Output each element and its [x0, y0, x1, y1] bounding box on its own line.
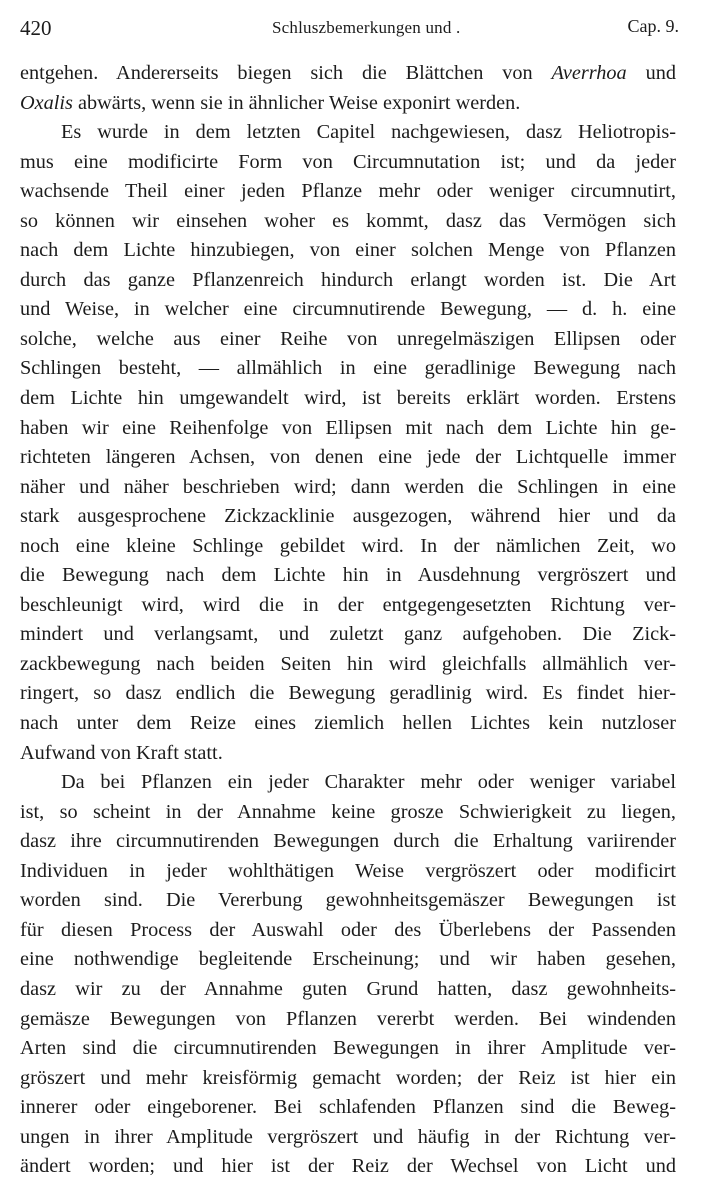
text-segment: dasz ihre circumnutirenden Bewegungen durch die Erhaltung variirender	[20, 830, 676, 853]
text-segment: noch eine kleine Schlinge gebildet wird. In der nämlichen Zeit, wo	[20, 534, 676, 557]
text-line	[20, 739, 676, 769]
text-line	[20, 443, 676, 473]
text-segment: für diesen Process der Auswahl oder des Überlebens der Passenden	[20, 918, 676, 941]
text-segment: nach dem Lichte hinzubiegen, von einer solchen Menge von Pflanzen	[20, 239, 676, 262]
text-line	[20, 1034, 676, 1064]
text-segment: durch das ganze Pflanzenreich hindurch erlangt worden ist. Die Art	[20, 268, 676, 291]
text-line	[20, 59, 676, 89]
text-segment: so können wir einsehen woher es kommt, dasz das Vermögen sich	[20, 209, 676, 232]
text-line	[20, 591, 676, 621]
text-segment: richteten längeren Achsen, von denen eine jede der Lichtquelle immer	[20, 446, 676, 469]
text-line	[20, 177, 676, 207]
text-segment: Da bei Pflanzen ein jeder Charakter mehr oder weniger variabel	[61, 771, 676, 794]
text-segment: abwärts, wenn sie in ähnlicher Weise exponirt werden.	[72, 91, 521, 114]
text-line	[20, 886, 676, 916]
text-segment: zackbewegung nach beiden Seiten hin wird gleichfalls allmählich ver-	[20, 652, 676, 675]
text-line	[20, 945, 676, 975]
chapter-label: Cap. 9.	[627, 16, 679, 36]
text-segment: Schlingen besteht, — allmählich in eine geradlinige Bewegung nach	[20, 357, 676, 380]
text-line	[20, 414, 676, 444]
page-header	[20, 16, 679, 46]
text-segment: worden sind. Die Vererbung gewohnheitsgemäszer Bewegungen ist	[20, 889, 676, 912]
text-line	[20, 118, 676, 148]
text-line	[20, 1093, 676, 1123]
text-line	[20, 325, 676, 355]
text-segment: innerer oder eingeborener. Bei schlafenden Pflanzen sind die Beweg-	[20, 1096, 676, 1119]
body-text	[20, 59, 676, 1182]
text-line	[20, 89, 676, 119]
text-segment: wachsende Theil einer jeden Pflanze mehr oder weniger circumnutirt,	[20, 180, 676, 203]
text-segment: stark ausgesprochene Zickzacklinie ausgezogen, während hier und da	[20, 505, 676, 528]
text-segment: mus eine modificirte Form von Circumnutation ist; und da jeder	[20, 150, 676, 173]
text-line	[20, 827, 676, 857]
text-segment: mindert und verlangsamt, und zuletzt ganz aufgehoben. Die Zick-	[20, 623, 676, 646]
text-segment: dasz wir zu der Annahme guten Grund hatten, dasz gewohnheits-	[20, 977, 676, 1000]
text-line	[20, 650, 676, 680]
text-segment: Individuen in jeder wohlthätigen Weise vergröszert oder modificirt	[20, 859, 676, 882]
text-line	[20, 295, 676, 325]
text-segment: haben wir eine Reihenfolge von Ellipsen mit nach dem Lichte hin ge-	[20, 416, 676, 439]
text-segment: beschleunigt wird, wird die in der entgegengesetzten Richtung ver-	[20, 593, 676, 616]
text-segment: ändert worden; und hier ist der Reiz der Wechsel von Licht und	[20, 1155, 676, 1178]
text-line	[20, 620, 676, 650]
text-line	[20, 502, 676, 532]
italic-term: Averrhoa	[551, 62, 627, 84]
text-segment: näher und näher beschrieben wird; dann werden die Schlingen in eine	[20, 475, 676, 498]
text-segment: eine nothwendige begleitende Erscheinung; und wir haben gesehen,	[20, 948, 676, 971]
text-line	[20, 1005, 676, 1035]
text-segment: Arten sind die circumnutirenden Bewegungen in ihrer Amplitude ver-	[20, 1037, 676, 1060]
text-line	[20, 1064, 676, 1094]
text-segment: ungen in ihrer Amplitude vergröszert und häufig in der Richtung ver-	[20, 1125, 676, 1148]
text-segment: gemäsze Bewegungen von Pflanzen vererbt werden. Bei windenden	[20, 1007, 676, 1030]
text-segment: die Bewegung nach dem Lichte hin in Ausdehnung vergröszert und	[20, 564, 676, 587]
text-segment: Aufwand von Kraft statt.	[20, 741, 223, 764]
text-line	[20, 679, 676, 709]
text-line	[20, 1152, 676, 1182]
text-line	[20, 561, 676, 591]
text-line	[20, 473, 676, 503]
text-segment: und	[626, 62, 676, 84]
running-title: Schluszbemerkungen und .	[272, 18, 461, 37]
text-line	[20, 768, 676, 798]
text-segment: dem Lichte hin umgewandelt wird, ist bereits erklärt worden. Erstens	[20, 387, 676, 410]
text-segment: entgehen. Andererseits biegen sich die Blättchen von	[20, 62, 552, 84]
text-line	[20, 354, 676, 384]
text-line	[20, 266, 676, 296]
text-segment: Es wurde in dem letzten Capitel nachgewiesen, dasz Heliotropis-	[61, 121, 676, 144]
text-line	[20, 207, 676, 237]
text-line	[20, 1123, 676, 1153]
text-line	[20, 798, 676, 828]
text-segment: und Weise, in welcher eine circumnutirende Bewegung, — d. h. eine	[20, 298, 676, 321]
text-segment: nach unter dem Reize eines ziemlich hellen Lichtes kein nutzloser	[20, 712, 676, 735]
text-line	[20, 975, 676, 1005]
text-line	[20, 709, 676, 739]
text-line	[20, 857, 676, 887]
text-segment: ist, so scheint in der Annahme keine grosze Schwierigkeit zu liegen,	[20, 800, 676, 823]
text-line	[20, 148, 676, 178]
page-number: 420	[20, 16, 52, 40]
text-line	[20, 916, 676, 946]
text-segment: solche, welche aus einer Reihe von unregelmäszigen Ellipsen oder	[20, 327, 676, 350]
italic-term: Oxalis	[20, 91, 73, 114]
text-line	[20, 532, 676, 562]
text-segment: ringert, so dasz endlich die Bewegung geradlinig wird. Es findet hier-	[20, 682, 676, 705]
text-segment: gröszert und mehr kreisförmig gemacht worden; der Reiz ist hier ein	[20, 1066, 676, 1089]
text-line	[20, 236, 676, 266]
text-line	[20, 384, 676, 414]
